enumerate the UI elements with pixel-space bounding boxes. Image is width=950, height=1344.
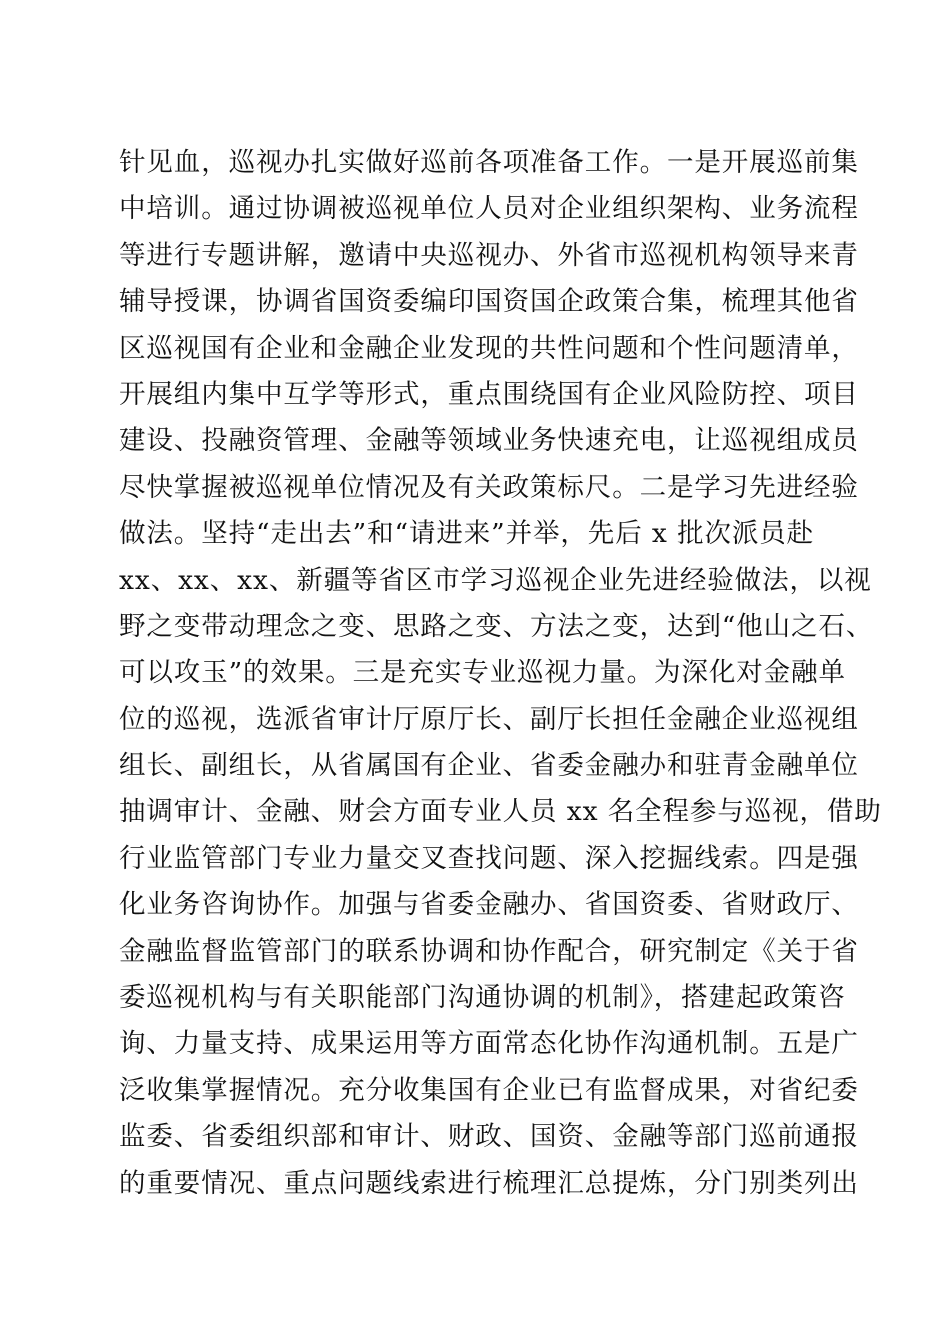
text-line: 针见血，巡视办扎实做好巡前各项准备工作。一是开展巡前集: [119, 147, 859, 178]
text-line: 位的巡视，选派省审计厅原厅长、副厅长担任金融企业巡视组: [119, 703, 859, 735]
text-line: 组长、副组长，从省属国有企业、省委金融办和驻青金融单位: [119, 750, 859, 782]
text-line: 泛收集掌握情况。充分收集国有企业已有监督成果，对省纪委: [119, 1074, 859, 1106]
text-line: 辅导授课，协调省国资委编印国资国企政策合集，梳理其他省: [119, 286, 859, 318]
text-line: 金融监督监管部门的联系协调和协作配合，研究制定《关于省: [119, 935, 859, 967]
text-line: 建设、投融资管理、金融等领域业务快速充电，让巡视组成员: [119, 425, 859, 457]
text-line: 中培训。通过协调被巡视单位人员对企业组织架构、业务流程: [119, 193, 859, 225]
text-line: 委巡视机构与有关职能部门沟通协调的机制》，搭建起政策咨: [119, 982, 846, 1014]
text-line: 区巡视国有企业和金融企业发现的共性问题和个性问题清单，: [119, 332, 859, 364]
text-line: 抽调审计、金融、财会方面专业人员 xx 名全程参与巡视，借助: [119, 796, 882, 828]
text-line: 等进行专题讲解，邀请中央巡视办、外省市巡视机构领导来青: [119, 239, 859, 271]
text-line: 监委、省委组织部和审计、财政、国资、金融等部门巡前通报: [119, 1121, 859, 1153]
body-paragraph: [119, 140, 882, 1207]
text-line: 野之变带动理念之变、思路之变、方法之变，达到“他山之石、: [119, 610, 874, 642]
text-line: 开展组内集中互学等形式，重点围绕国有企业风险防控、项目: [119, 378, 859, 410]
text-line: xx、xx、xx、新疆等省区市学习巡视企业先进经验做法，以视: [119, 564, 872, 596]
text-line: 化业务咨询协作。加强与省委金融办、省国资委、省财政厅、: [119, 889, 859, 921]
text-line: 的重要情况、重点问题线索进行梳理汇总提炼，分门别类列出: [119, 1167, 859, 1199]
text-line: 尽快掌握被巡视单位情况及有关政策标尺。二是学习先进经验: [119, 471, 859, 503]
text-line: 行业监管部门专业力量交叉查找问题、深入挖掘线索。四是强: [119, 842, 859, 874]
text-line: 询、力量支持、成果运用等方面常态化协作沟通机制。五是广: [119, 1028, 859, 1060]
text-line: 可以攻玉”的效果。三是充实专业巡视力量。为深化对金融单: [119, 657, 846, 689]
text-line: 做法。坚持“走出去”和“请进来”并举，先后 x 批次派员赴: [119, 518, 815, 550]
